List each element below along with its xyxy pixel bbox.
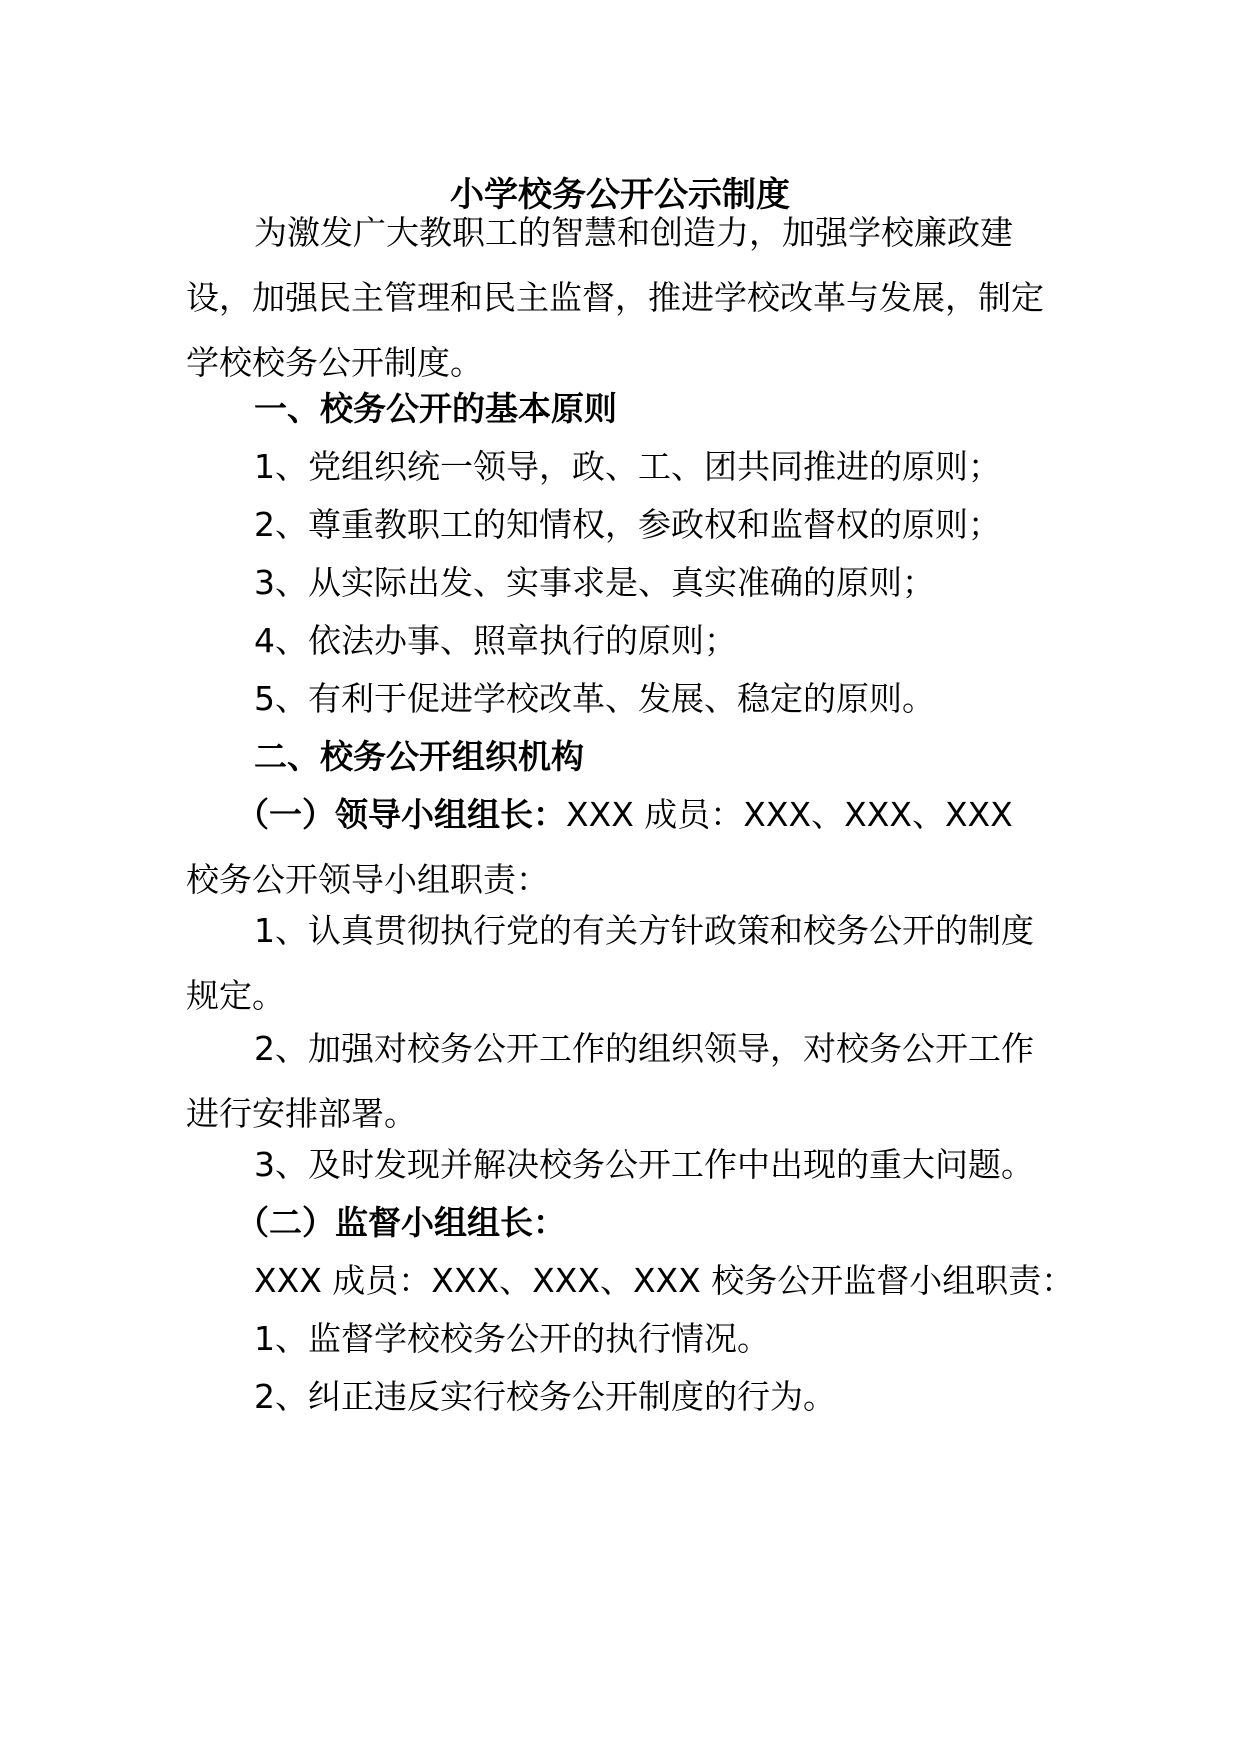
leadership-duty-2: 2、加强对校务公开工作的组织领导，对校务公开工作进行安排部署。 [186,1029,1034,1133]
supervision-group-label: （二）监督小组组长： [236,1203,566,1242]
principle-item-4: 4、依法办事、照章执行的原则； [254,621,737,660]
supervision-group-members: XXX 成员：XXX、XXX、XXX 校务公开监督小组职责： [254,1261,1075,1300]
principle-item-5: 5、有利于促进学校改革、发展、稳定的原则。 [254,679,935,718]
principle-item-1: 1、党组织统一领导，政、工、团共同推进的原则； [254,447,1001,486]
leadership-group-paragraph [186,782,1056,912]
intro-paragraph: 为激发广大教职工的智慧和创造力，加强学校廉政建设，加强民主管理和民主监督，推进学校改革与发展，制定学校校务公开制度。 [186,213,1044,382]
principle-item-3: 3、从实际出发、实事求是、真实准确的原则； [254,563,935,602]
document-title: 小学校务公开公示制度 [450,175,790,215]
supervision-duty-1: 1、监督学校校务公开的执行情况。 [254,1319,770,1358]
section1-heading: 一、校务公开的基本原则 [254,389,617,428]
leadership-group-members: XXX 成员：XXX、XXX、XXX 校务公开领导小组职责： [186,795,1013,899]
supervision-duty-2: 2、纠正违反实行校务公开制度的行为。 [254,1377,836,1416]
section2-heading: 二、校务公开组织机构 [254,737,584,776]
principle-item-2: 2、尊重教职工的知情权，参政权和监督权的原则； [254,505,1001,544]
leadership-duty-3: 3、及时发现并解决校务公开工作中出现的重大问题。 [254,1145,1034,1184]
leadership-duty-1: 1、认真贯彻执行党的有关方针政策和校务公开的制度规定。 [186,911,1034,1015]
leadership-group-label: （一）领导小组组长： [236,795,566,834]
